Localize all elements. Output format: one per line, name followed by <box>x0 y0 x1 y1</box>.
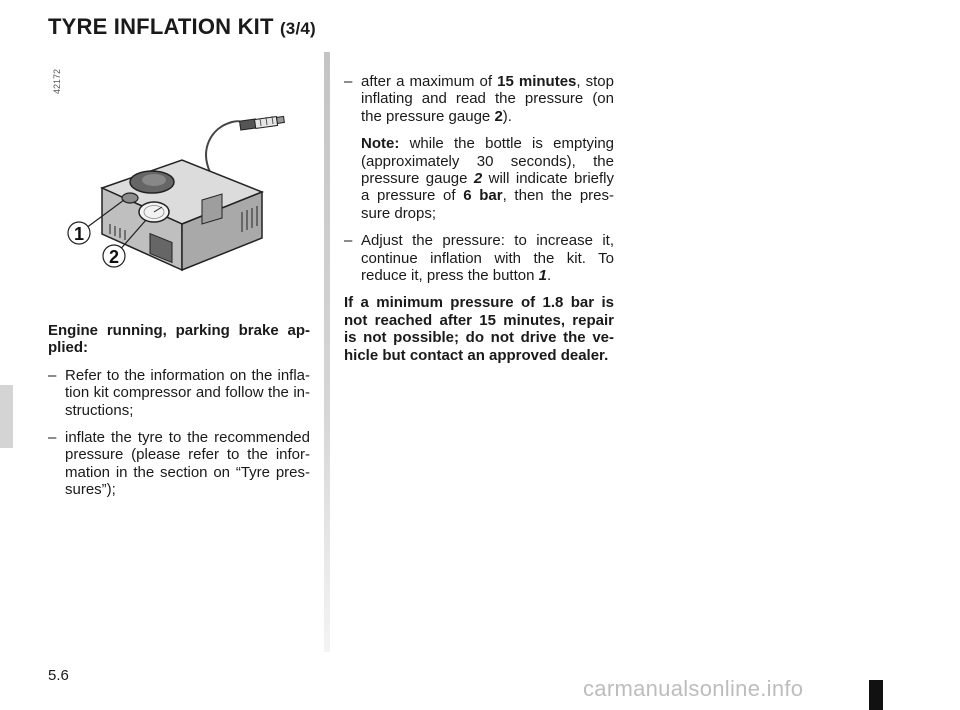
lead-instruction: Engine running, parking brake ap-plied: <box>48 322 310 357</box>
lighter-plug-icon <box>240 116 285 130</box>
button-ref: 1 <box>538 267 547 285</box>
compressor-unit <box>102 160 262 270</box>
power-cable <box>206 121 241 172</box>
list-item: – Adjust the pressure: to increase it, continue inflation with the kit. To reduce it, press the button 1. <box>344 232 614 285</box>
page-number: 5.6 <box>48 667 69 684</box>
gauge-ref: 2 <box>473 170 483 188</box>
list-item: – Refer to the information on the infla-tion kit compressor and follow the in-structions; <box>48 366 310 419</box>
title-suffix: (3/4) <box>279 19 316 38</box>
figure-reference-code: 42172 <box>52 68 62 94</box>
gauge-ref: 2 <box>494 107 503 125</box>
footer-marker <box>869 680 883 710</box>
title-main: TYRE INFLATION KIT <box>48 14 274 39</box>
column-divider <box>324 52 330 652</box>
callout-2-label: 2 <box>108 247 120 267</box>
pressure-gauge-icon <box>139 202 169 222</box>
left-column <box>48 322 310 509</box>
list-item-text: Refer to the information on the infla-tion kit compressor and follow the in-structions; <box>65 366 310 419</box>
deflate-button-icon <box>122 193 138 203</box>
list-item-text: after a maximum of 15 minutes, stop inflating and read the pressure (on the pressure gauge 2). <box>361 73 614 125</box>
right-column <box>344 73 614 364</box>
list-item: – inflate the tyre to the recommended pressure (please refer to the infor-mation in the section on “Tyre pres-sures”); <box>48 429 310 499</box>
tyre-inflation-kit-illustration <box>62 100 302 300</box>
note-label: Note: <box>361 135 400 153</box>
chapter-tab <box>0 385 13 448</box>
warning-paragraph: If a minimum pressure of 1.8 bar is not reached after 15 minutes, repair is not possible; do not drive the ve-hicle but contact an approved dealer. <box>344 294 614 364</box>
page-title <box>48 14 316 40</box>
note-paragraph: Note: while the bottle is emptying (approximately 30 seconds), the pressure gauge 2 will indicate briefly a pressure of 6 bar, then the pres-sure drops; <box>361 135 615 222</box>
pressure-value: 6 bar <box>463 187 503 205</box>
duration-value: 15 minutes <box>497 73 577 90</box>
watermark: carmanualsonline.info <box>583 676 804 701</box>
callout-1-label: 1 <box>73 224 85 244</box>
list-item-text: inflate the tyre to the recommended pressure (please refer to the infor-mation in the section on “Tyre pres-sures”); <box>65 429 310 499</box>
list-item: – after a maximum of 15 minutes, stop inflating and read the pressure (on the pressure gauge 2). <box>344 73 614 125</box>
list-item-text: Adjust the pressure: to increase it, continue inflation with the kit. To reduce it, press the button 1. <box>361 232 614 285</box>
